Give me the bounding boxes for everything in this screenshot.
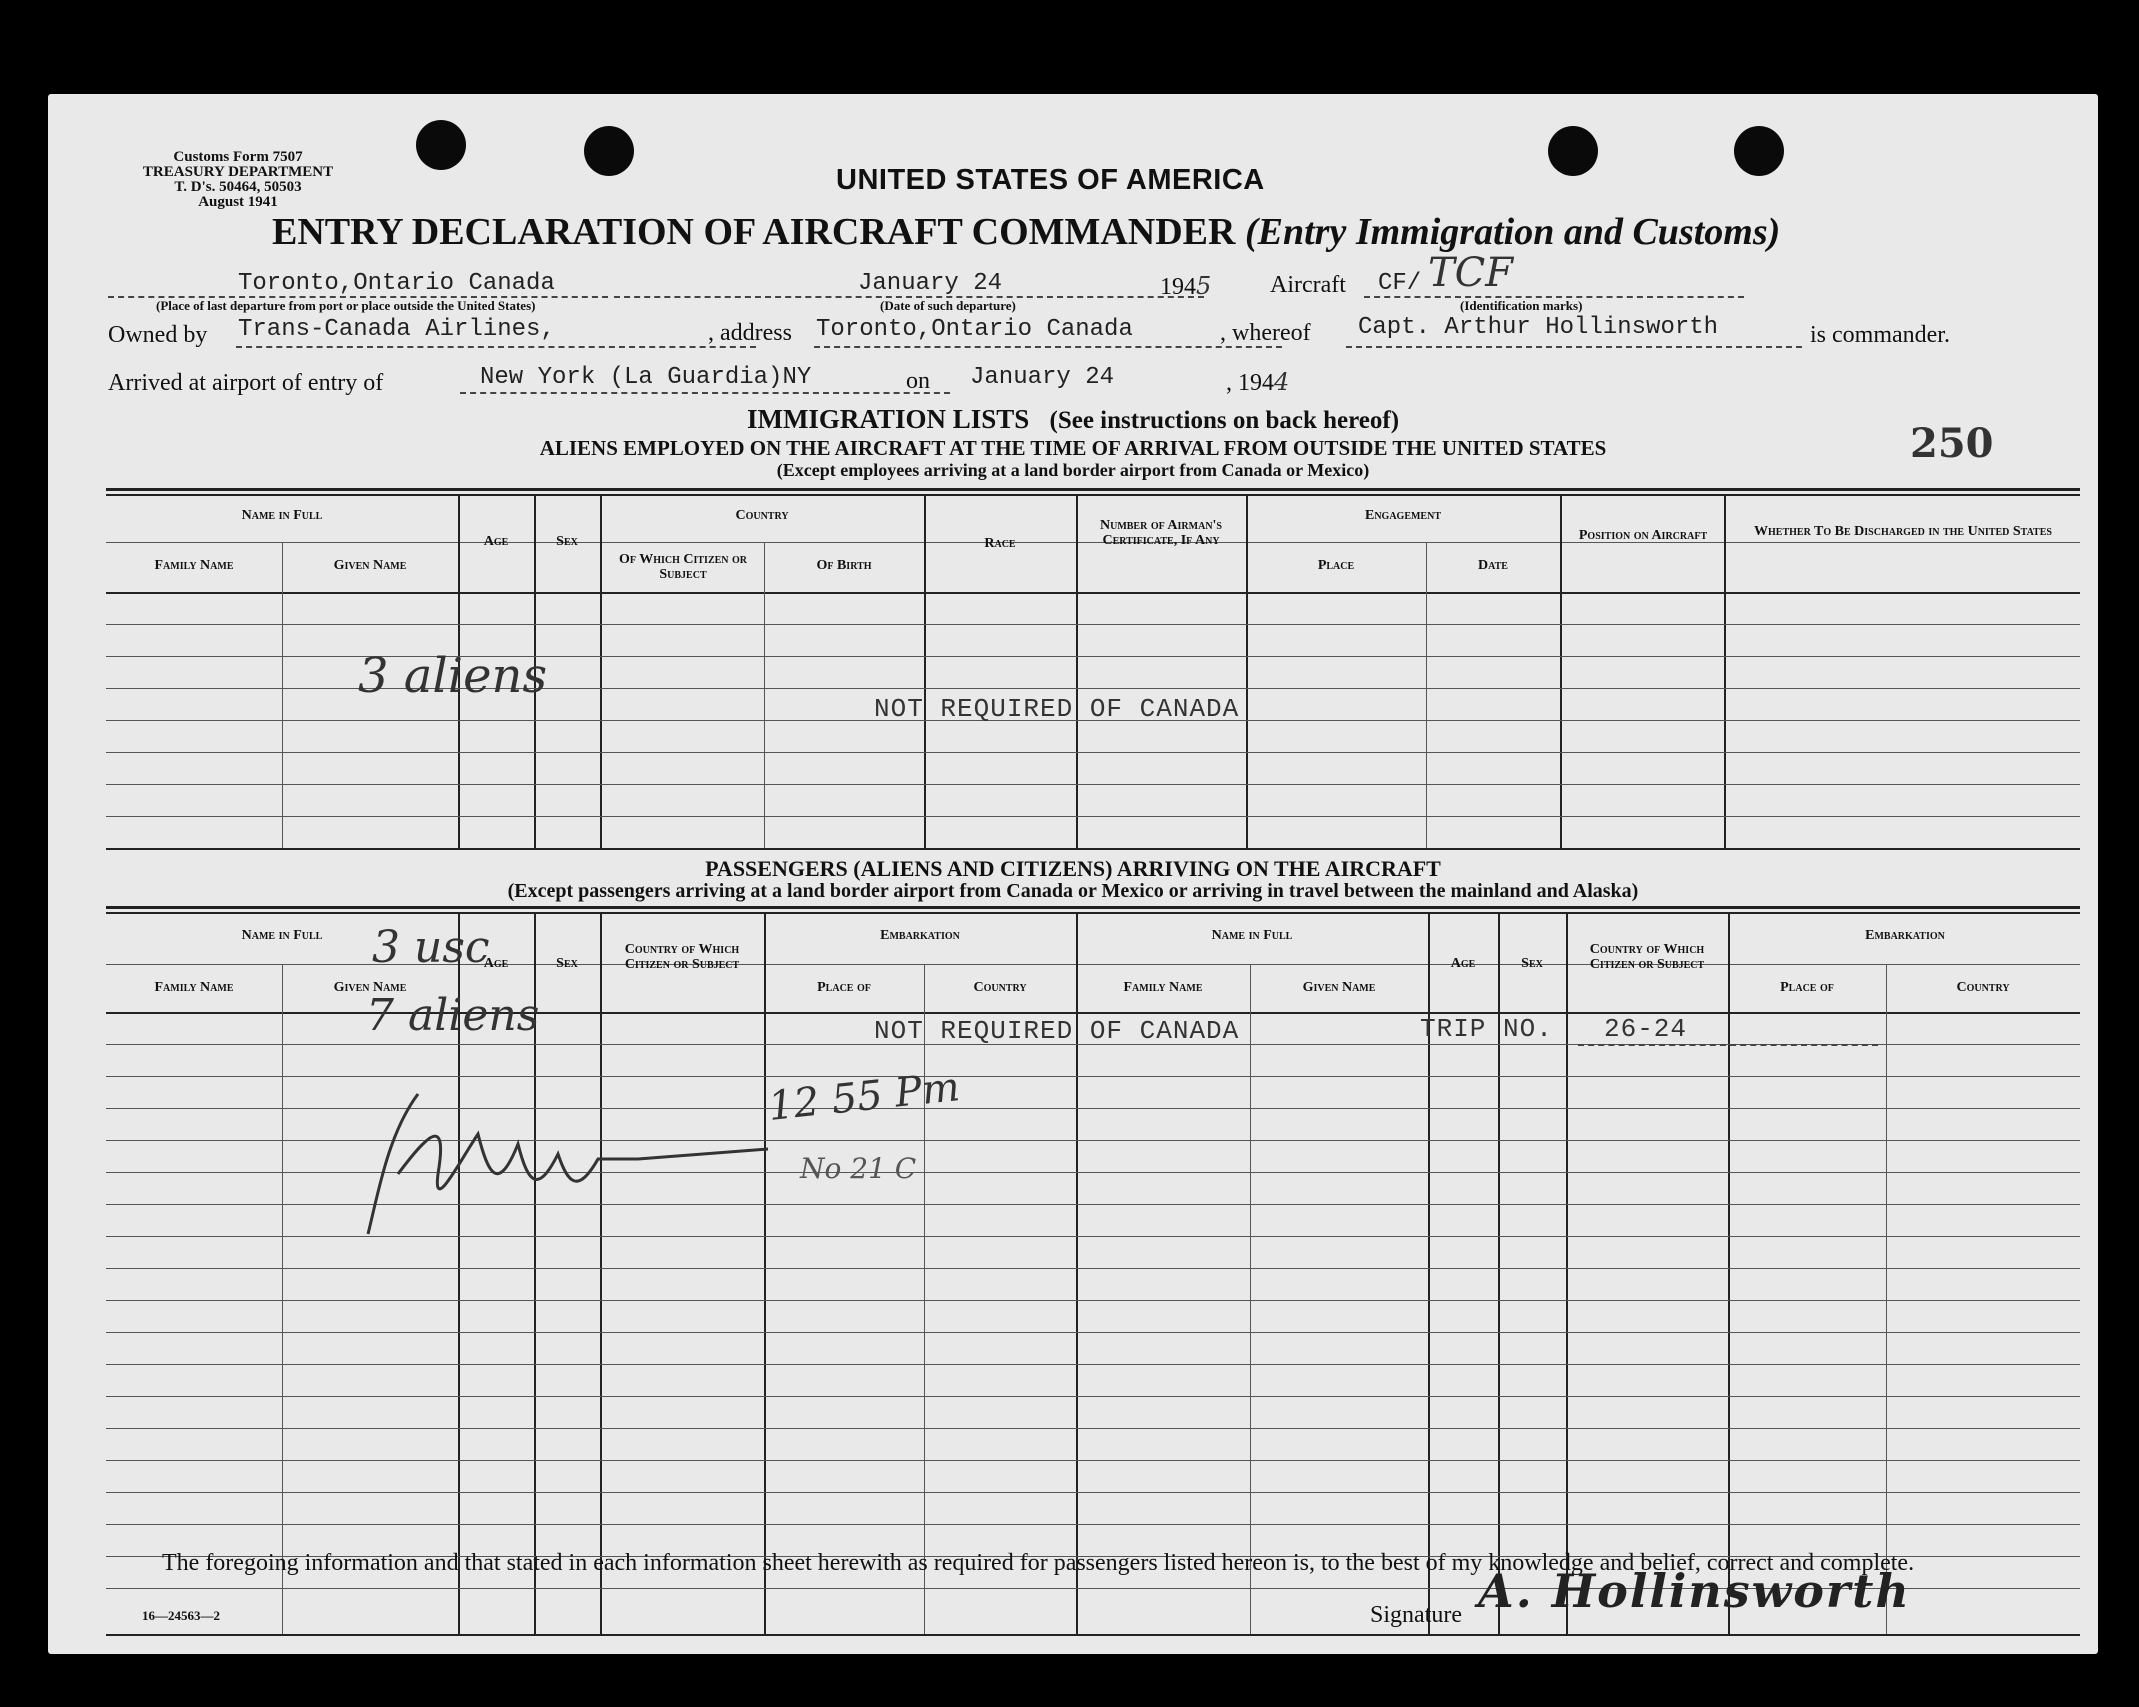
punch-hole: [1548, 126, 1598, 176]
whereof-label: , whereof: [1220, 320, 1311, 346]
table2-row-rule: [106, 1492, 2080, 1493]
t2-place-of-header: Place of: [817, 980, 871, 995]
owner-value: Trans-Canada Airlines,: [238, 316, 555, 343]
commander-suffix: is commander.: [1810, 322, 1950, 348]
aircraft-caption: (Identification marks): [1460, 298, 1583, 313]
departure-date-value: January 24: [858, 270, 1003, 297]
table2-col: [764, 912, 766, 1636]
t2-country-header: Country: [973, 980, 1027, 995]
t2-given-name-header: Given Name: [333, 980, 407, 995]
commander-value: Capt. Arthur Hollinsworth: [1358, 314, 1719, 341]
table2-top-rule-2: [106, 912, 2080, 914]
immigration-subnote: (Except employees arriving at a land border airport from Canada or Mexico): [776, 460, 1370, 480]
arrival-year: [1226, 368, 1289, 397]
airport-line: [460, 392, 950, 394]
punch-hole: [1734, 126, 1784, 176]
form-td-numbers: T. D's. 50464, 50503: [174, 179, 302, 195]
t1-birth-header: Of Birth: [816, 558, 872, 573]
form-title: [272, 210, 1780, 254]
passenger-usc-note: 3 usc: [372, 922, 490, 973]
inspector-initials: [348, 1074, 808, 1244]
form-title-main: ENTRY DECLARATION OF AIRCRAFT COMMANDER: [272, 211, 1236, 253]
t1-age-header: Age: [483, 534, 509, 549]
page-number: 250: [1910, 420, 1994, 467]
table2-row-rule: [106, 1364, 2080, 1365]
table1-row-rule: [106, 816, 2080, 817]
table2-bottom-rule: [106, 1634, 2080, 1636]
table1-col: [600, 494, 602, 850]
table1-col: [1724, 494, 1726, 850]
table1-col: [1560, 494, 1562, 850]
t1-sex-header: Sex: [556, 534, 578, 549]
table2-row-rule: [106, 1332, 2080, 1333]
t2-sex-header-2: Sex: [1521, 956, 1543, 971]
t1-race-header: Race: [984, 536, 1016, 551]
passenger-aliens-note: 7 aliens: [366, 990, 540, 1041]
departure-year-prefix: 194: [1160, 274, 1196, 300]
address-line: [814, 346, 1282, 348]
t2-embarkation-header: Embarkation: [880, 928, 960, 943]
punch-hole: [416, 120, 466, 170]
t2-age-header-2: Age: [1450, 956, 1476, 971]
t1-country-header: Country: [735, 508, 789, 523]
t2-country-citizen-header: Country of Which Citizen or Subject: [624, 942, 740, 972]
address-label: , address: [708, 320, 792, 346]
owned-by-label: Owned by: [108, 322, 208, 348]
table2-col: [1566, 912, 1568, 1636]
table1-top-rule: [106, 488, 2080, 491]
t2-sex-header: Sex: [556, 956, 578, 971]
address-value: Toronto,Ontario Canada: [816, 316, 1133, 343]
table1-col: [764, 542, 765, 850]
immigration-subtitle: ALIENS EMPLOYED ON THE AIRCRAFT AT THE TIME OF ARRIVAL FROM OUTSIDE THE UNITED STATES: [539, 436, 1607, 460]
t2-family-name-header: Family Name: [154, 980, 234, 995]
commander-line: [1346, 346, 1802, 348]
immigration-title: IMMIGRATION LISTS: [746, 404, 1030, 434]
t2-embarkation-header-2: Embarkation: [1865, 928, 1945, 943]
trip-label: TRIP NO.: [1420, 1014, 1553, 1044]
form-title-italic: (Entry Immigration and Customs): [1244, 211, 1781, 253]
table1-col: [1076, 494, 1078, 850]
passengers-title: PASSENGERS (ALIENS AND CITIZENS) ARRIVING ON THE AIRCRAFT: [705, 856, 1441, 881]
number-note: No 21 C: [800, 1152, 917, 1185]
table1-bottom-rule: [106, 848, 2080, 850]
aircraft-mark-handwritten: TCF: [1428, 250, 1514, 296]
signature-label: Signature: [1370, 1602, 1462, 1628]
table1-top-rule-2: [106, 494, 2080, 496]
t1-family-name-header: Family Name: [154, 558, 234, 573]
table2-col: [1728, 912, 1730, 1636]
table2-top-rule: [106, 906, 2080, 909]
table2-row-rule: [106, 1396, 2080, 1397]
arrival-date-value: January 24: [970, 364, 1115, 391]
trip-number-line: [1578, 1044, 1878, 1046]
departure-year: [1160, 272, 1211, 301]
t2-country-header-2: Country: [1956, 980, 2010, 995]
table1-row-rule: [106, 624, 2080, 625]
signature-value: A. Hollinsworth: [1478, 1564, 1911, 1618]
form-code: 16—24563—2: [142, 1608, 220, 1623]
passengers-subnote: (Except passengers arriving at a land border airport from Canada or Mexico or arriving in travel between the mainland and Alaska): [507, 880, 1639, 902]
departure-date-caption: (Date of such departure): [880, 298, 1016, 313]
departure-place-caption: (Place of last departure from port or place outside the United States): [156, 298, 536, 313]
form-department: TREASURY DEPARTMENT: [142, 164, 334, 180]
owner-line: [236, 346, 756, 348]
certification-statement: The foregoing information and that stated in each information sheet herewith as required for passengers listed hereon is, to the best of my knowledge and belief, correct and complete.: [162, 1550, 1915, 1576]
crew-not-required-stamp: NOT REQUIRED OF CANADA: [874, 694, 1240, 724]
table1-row-rule: [106, 784, 2080, 785]
t1-date-header: Date: [1478, 558, 1508, 573]
t2-name-in-full-header: Name in Full: [241, 928, 323, 943]
form-sheet: [48, 94, 2098, 1654]
departure-year-digit: 5: [1196, 272, 1212, 300]
t1-place-header: Place: [1317, 558, 1355, 573]
arrival-time-note: 12 55 Pm: [766, 1064, 962, 1130]
punch-hole: [584, 126, 634, 176]
table2-row-rule: [106, 1268, 2080, 1269]
passenger-not-required-stamp: NOT REQUIRED OF CANADA: [874, 1016, 1240, 1046]
t2-name-in-full-header-2: Name in Full: [1211, 928, 1293, 943]
country-heading: UNITED STATES OF AMERICA: [836, 164, 1265, 196]
table2-row-rule: [106, 1428, 2080, 1429]
t1-given-name-header: Given Name: [333, 558, 407, 573]
table2-col: [600, 912, 602, 1636]
arrived-label: Arrived at airport of entry of: [108, 370, 384, 396]
t2-country-citizen-header-2: Country of Which Citizen or Subject: [1589, 942, 1705, 972]
departure-place-value: Toronto,Ontario Canada: [238, 270, 555, 297]
table1-row-rule: [106, 752, 2080, 753]
table2-row-rule: [106, 1460, 2080, 1461]
aircraft-label: Aircraft: [1270, 272, 1346, 298]
t2-place-of-header-2: Place of: [1780, 980, 1834, 995]
table1-col: [1246, 494, 1248, 850]
on-label: on: [906, 368, 930, 394]
immigration-title-note: (See instructions on back hereof): [1049, 407, 1400, 434]
aircraft-mark-typed: CF/: [1378, 270, 1422, 297]
t1-position-header: Position on Aircraft: [1578, 528, 1708, 543]
table1-col: [1426, 542, 1427, 850]
t2-age-header: Age: [483, 956, 509, 971]
immigration-heading: [48, 404, 2098, 435]
t1-engagement-header: Engagement: [1364, 508, 1441, 523]
t2-given-name-header-2: Given Name: [1302, 980, 1376, 995]
table1-col: [282, 542, 283, 850]
t1-discharged-header: Whether To Be Discharged in the United States: [1754, 524, 2052, 539]
form-date: August 1941: [198, 194, 278, 210]
crew-aliens-note: 3 aliens: [358, 648, 548, 704]
t1-name-in-full-header: Name in Full: [241, 508, 323, 523]
t1-citizen-header: Of Which Citizen or Subject: [618, 552, 748, 582]
arrival-year-prefix: , 194: [1226, 370, 1274, 396]
arrival-year-digit: 4: [1274, 368, 1290, 396]
table2-row-rule: [106, 1524, 2080, 1525]
airport-value: New York (La Guardia)NY: [480, 364, 812, 391]
table1-header-rule: [106, 592, 2080, 594]
t1-cert-header: Number of Airman's Certificate, If Any: [1099, 518, 1222, 548]
table2-row-rule: [106, 1300, 2080, 1301]
t2-family-name-header-2: Family Name: [1123, 980, 1203, 995]
form-identifier: [108, 150, 368, 210]
form-number: Customs Form 7507: [173, 149, 303, 165]
trip-number: 26-24: [1604, 1014, 1688, 1044]
